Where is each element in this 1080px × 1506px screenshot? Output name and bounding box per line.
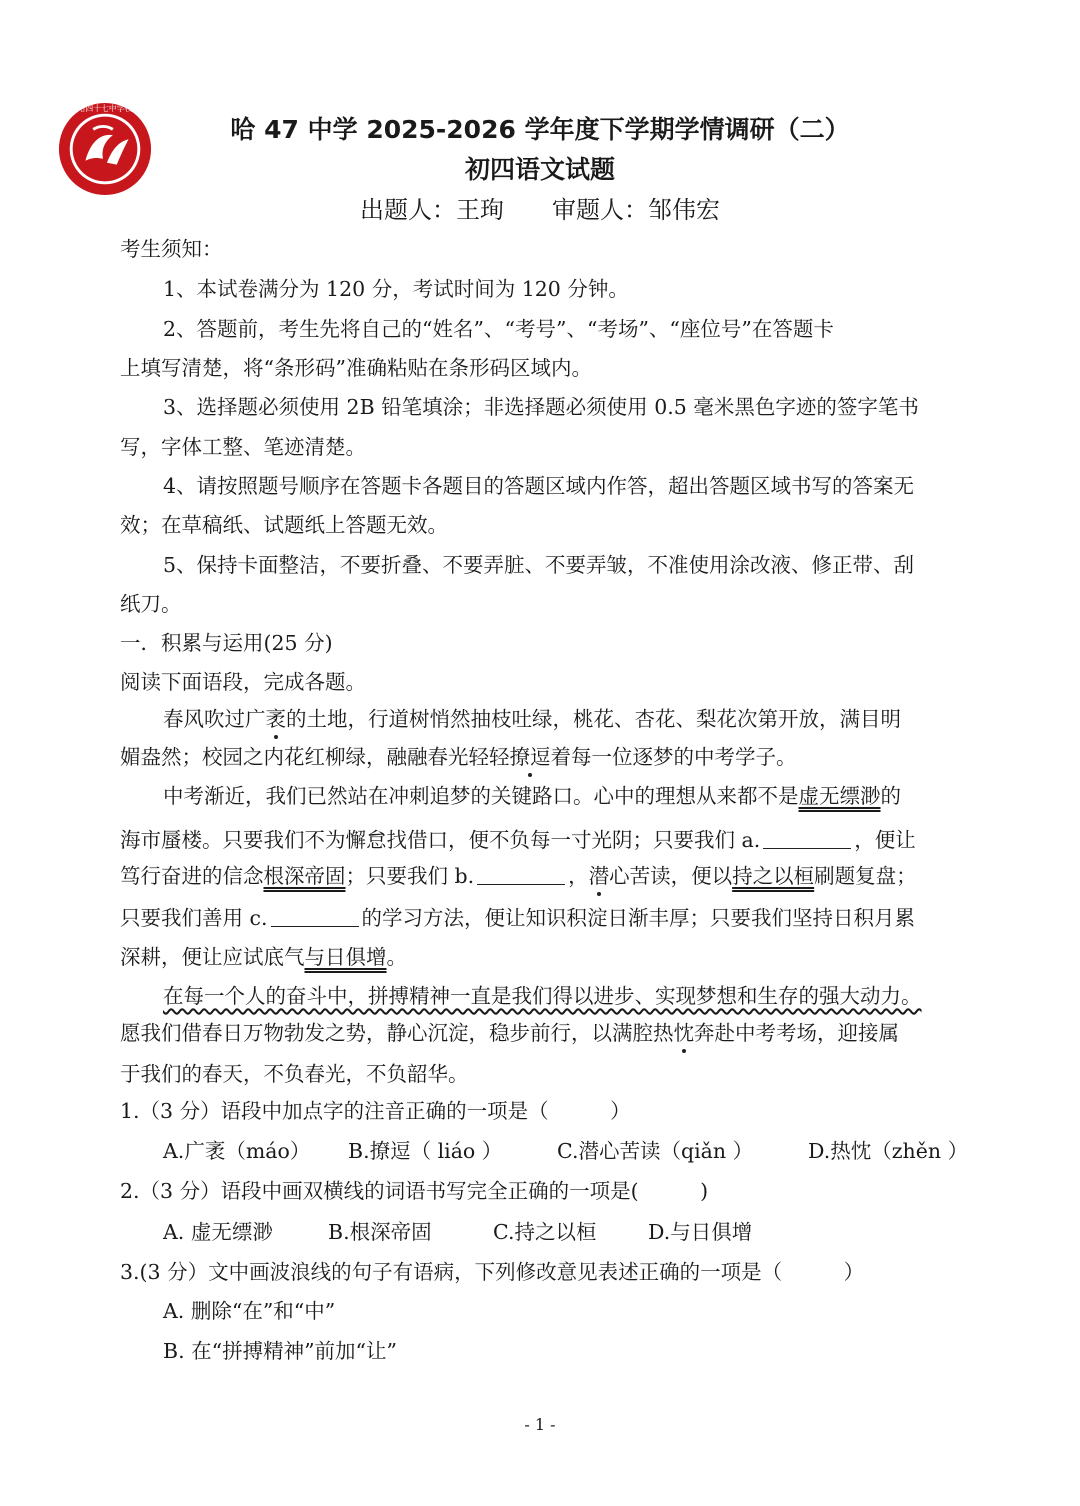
question-2: 2.（3 分）语段中画双横线的词语书写完全正确的一项是( ): [120, 1179, 709, 1203]
dotted-char: 潜: [588, 864, 610, 888]
q2-option-d: D.与日俱增: [648, 1220, 753, 1244]
notice-item-3-cont: 写，字体工整、笔迹清楚。: [120, 435, 366, 459]
double-underlined-word: 与日俱增: [304, 945, 387, 969]
passage-line: 于我们的春天，不负春光，不负韶华。: [120, 1062, 469, 1086]
passage-line: 媚盎然；校园之内花红柳绿，融融春光轻轻撩逗着每一位逐梦的中考学子。: [120, 745, 797, 769]
passage-line: 春风吹过广袤的土地，行道树悄然抽枝吐绿，桃花、杏花、梨花次第开放，满目明: [163, 707, 901, 731]
notice-item-5: 5、保持卡面整洁，不要折叠、不要弄脏、不要弄皱，不准使用涂改液、修正带、刮: [163, 553, 915, 577]
q3-option-a: A. 删除“在”和“中”: [163, 1299, 336, 1323]
dotted-char: 袤: [265, 707, 286, 731]
notice-item-2-cont: 上填写清楚，将“条形码”准确粘贴在条形码区域内。: [120, 356, 592, 380]
notice-item-4-cont: 效；在草稿纸、试题纸上答题无效。: [120, 513, 448, 537]
blank-c: [271, 908, 359, 927]
passage-line: 愿我们借春日万物勃发之势，静心沉淀，稳步前行，以满腔热忱奔赴中考考场，迎接属: [120, 1021, 899, 1045]
setter-label: 出题人：王珣: [360, 196, 504, 224]
double-underlined-word: 持之以桓: [732, 864, 815, 888]
passage-line: 笃行奋进的信念根深帝固；只要我们 b. ，潜心苦读，便以持之以桓刷题复盘；: [120, 864, 917, 888]
exam-subtitle: 初四语文试题: [464, 155, 615, 184]
question-1: 1.（3 分）语段中加点字的注音正确的一项是（ ）: [120, 1099, 631, 1123]
q1-option-b: B.撩逗（ liáo ）: [348, 1139, 503, 1163]
dotted-char: 忱: [673, 1021, 694, 1045]
q3-option-b: B. 在“拼搏精神”前加“让”: [163, 1339, 398, 1363]
exam-authors: [0, 190, 1080, 225]
section-heading: 一．积累与运用(25 分): [120, 631, 333, 655]
double-underlined-word: 根深帝固: [263, 864, 346, 888]
dotted-word: 撩逗: [509, 745, 551, 769]
passage-line: 只要我们善用 c. 的学习方法，便让知识积淀日渐丰厚；只要我们坚持日积月累: [120, 906, 916, 930]
notice-item-1: 1、本试卷满分为 120 分，考试时间为 120 分钟。: [163, 277, 629, 301]
passage-line: 中考渐近，我们已然站在冲刺追梦的关键路口。心中的理想从来都不是虚无缥渺的: [163, 784, 901, 808]
exam-title: 哈 47 中学 2025-2026 学年度下学期学情调研（二）: [230, 115, 850, 144]
notice-item-2: 2、答题前，考生先将自己的“姓名”、“考号”、“考场”、“座位号”在答题卡: [163, 317, 834, 341]
q2-option-b: B.根深帝固: [328, 1220, 432, 1244]
q2-option-a: A. 虚无缥渺: [163, 1220, 273, 1244]
q1-option-a: A.广袤（máo）: [163, 1139, 311, 1163]
question-3: 3.(3 分）文中画波浪线的句子有语病，下列修改意见表述正确的一项是（ ）: [120, 1260, 865, 1284]
q1-option-c: C.潜心苦读（qiǎn ）: [557, 1139, 754, 1163]
logo-text: 哈四十七中学校: [77, 103, 133, 113]
passage-line: 深耕，便让应试底气与日俱增。: [120, 945, 407, 969]
q2-option-c: C.持之以桓: [493, 1220, 597, 1244]
blank-a: [763, 830, 851, 849]
q1-option-d: D.热忱（zhěn ）: [808, 1139, 969, 1163]
notice-item-3: 3、选择题必须使用 2B 铅笔填涂；非选择题必须使用 0.5 毫米黑色字迹的签字笔书: [163, 395, 919, 419]
blank-b: [477, 866, 565, 885]
page-number: - 1 -: [524, 1415, 556, 1434]
reading-instruction: 阅读下面语段，完成各题。: [120, 670, 366, 694]
passage-line: [163, 979, 922, 1009]
notice-item-5-cont: 纸刀。: [120, 592, 182, 616]
wavy-underlined-sentence: 在每一个人的奋斗中，拼搏精神一直是我们得以进步、实现梦想和生存的强大动力。: [163, 984, 922, 1008]
double-underlined-word: 虚无缥渺: [798, 784, 881, 808]
notice-item-4: 4、请按照题号顺序在答题卡各题目的答题区域内作答，超出答题区域书写的答案无: [163, 474, 915, 498]
passage-line: 海市蜃楼。只要我们不为懈怠找借口，便不负每一寸光阴；只要我们 a. ，便让: [120, 828, 916, 852]
reviewer-label: 审题人：邹伟宏: [552, 196, 720, 224]
notice-heading: 考生须知：: [120, 237, 223, 261]
